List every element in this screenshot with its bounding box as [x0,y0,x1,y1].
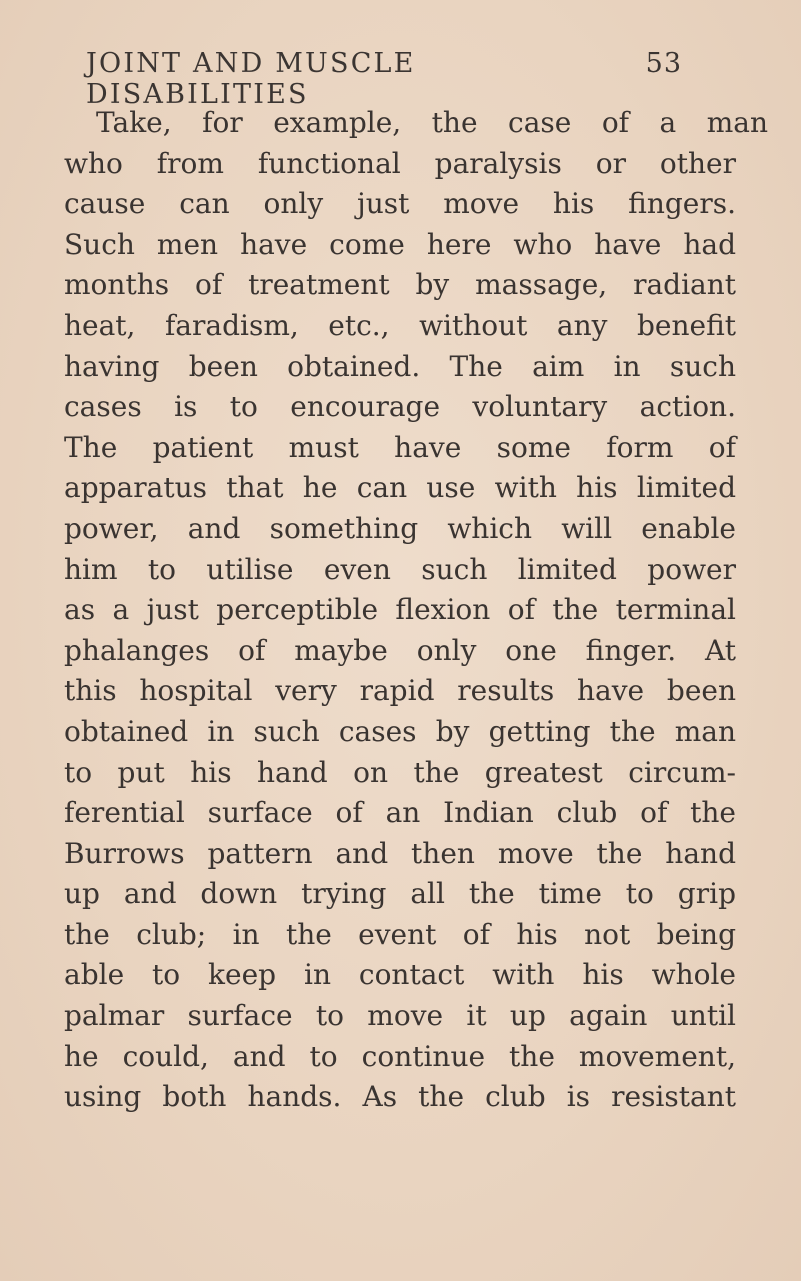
body-paragraph [64,103,768,1118]
text-line: him to utilise even such limited power [64,552,736,586]
text-line: apparatus that he can use with his limited [64,471,736,505]
text-line: months of treatment by massage, radiant [64,268,736,302]
text-line: Take, for example, the case of a man [96,106,768,139]
text-line: this hospital very rapid results have been [64,674,736,708]
text-line: power, and something which will enable [64,511,736,545]
text-line: using both hands. As the club is resistant [64,1080,736,1114]
text-line: palmar surface to move it up again until [64,999,736,1033]
text-line: cases is to encourage voluntary action. [64,390,736,424]
text-line: the club; in the event of his not being [64,917,736,951]
running-header [86,48,682,110]
text-line: up and down trying all the time to grip [64,877,736,911]
text-line: Such men have come here who have had [64,227,736,261]
text-line: ferential surface of an Indian club of the [64,796,736,830]
text-line: The patient must have some form of [64,430,736,464]
text-line: phalanges of maybe only one finger. At [64,633,736,667]
text-line: having been obtained. The aim in such [64,349,736,383]
text-line: who from functional paralysis or other [64,146,736,180]
text-line: to put his hand on the greatest circum- [64,755,736,789]
text-line: able to keep in contact with his whole [64,958,736,992]
text-line: heat, faradism, etc., without any benefit [64,308,736,342]
text-line: Burrows pattern and then move the hand [64,836,736,870]
page-number: 53 [645,48,682,79]
running-title: JOINT AND MUSCLE DISABILITIES [86,48,416,110]
text-line: as a just perceptible flexion of the terminal [64,593,736,627]
text-line: cause can only just move his fingers. [64,187,736,221]
text-line: obtained in such cases by getting the man [64,714,736,748]
text-line: he could, and to continue the movement, [64,1039,736,1073]
